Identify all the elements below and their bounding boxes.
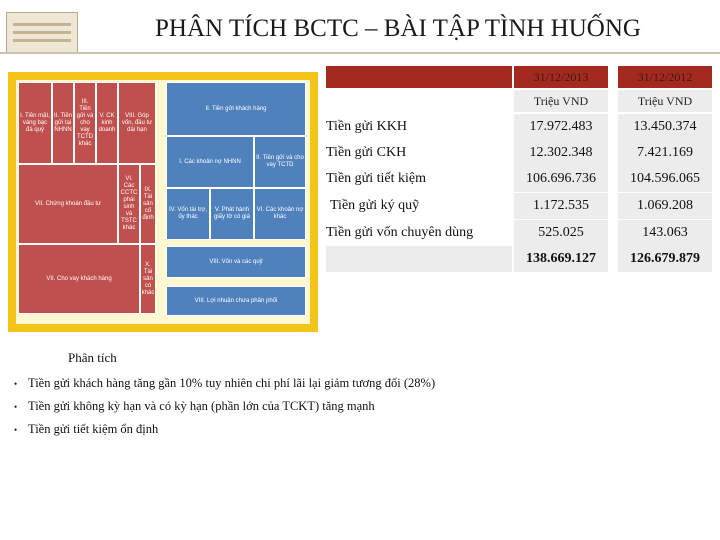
total-2012: 126.679.879 <box>618 246 712 272</box>
row-label-margin-deposits: Tiền gửi ký quỹ <box>330 198 420 213</box>
header-divider <box>0 52 720 54</box>
cell-demand-deposits-2012: 13.450.374 <box>618 114 712 140</box>
slide-title: PHÂN TÍCH BCTC – BÀI TẬP TÌNH HUỐNG <box>155 15 641 42</box>
block-interbank-liabilities: II. Tiền gửi và cho vay TCTD <box>254 136 306 188</box>
row-label-term-deposits: Tiền gửi CKH <box>326 145 407 160</box>
cell-margin-deposits-2012: 1.069.208 <box>618 193 712 219</box>
row-label-special-deposits: Tiền gửi vốn chuyên dùng <box>326 225 474 240</box>
cell-demand-deposits-2013: 17.972.483 <box>514 114 608 140</box>
table-header-bar <box>326 66 512 88</box>
balance-sheet-diagram <box>8 72 318 332</box>
block-equity-funds: VIII. Vốn và các quỹ <box>166 246 306 278</box>
analysis-text: Tiền gửi không kỳ hạn và có kỳ hạn (phần lớn của TCKT) tăng mạnh <box>28 399 375 413</box>
analysis-heading: Phân tích <box>68 350 117 365</box>
list-item <box>14 395 435 418</box>
list-item <box>14 372 435 395</box>
analysis-text: Tiền gửi tiết kiệm ổn định <box>28 422 159 436</box>
cell-special-deposits-2013: 525.025 <box>514 220 608 246</box>
cell-term-deposits-2013: 12.302.348 <box>514 140 608 166</box>
total-2013: 138.669.127 <box>514 246 608 272</box>
bank-logo <box>6 12 78 54</box>
block-customer-deposits: II. Tiền gửi khách hàng <box>166 82 306 136</box>
bullet-icon: • <box>14 402 18 412</box>
block-customer-loans: VII. Cho vay khách hàng <box>18 244 140 314</box>
block-derivatives: VI. Các CCTC phái sinh và TSTC khác <box>118 164 140 244</box>
block-entrusted-funds: IV. Vốn tài trợ, ủy thác <box>166 188 210 240</box>
diagram-canvas <box>16 80 310 324</box>
block-cash: I. Tiền mặt, vàng bạc đá quý <box>18 82 52 164</box>
block-other-assets: X. Tài sản có khác <box>140 244 156 314</box>
row-label-savings-deposits: Tiền gửi tiết kiệm <box>326 171 427 186</box>
analysis-text: Tiền gửi khách hàng tăng gần 10% tuy nhiên chi phí lãi lại giảm tương đối (28%) <box>28 376 436 390</box>
block-valuable-papers: V. Phát hành giấy tờ có giá <box>210 188 254 240</box>
analysis-list <box>14 372 435 441</box>
block-long-term-investment: VIII. Góp vốn, đầu tư dài hạn <box>118 82 156 164</box>
block-trading-securities: V. CK kinh doanh <box>96 82 118 164</box>
row-label-demand-deposits: Tiền gửi KKH <box>326 119 407 134</box>
cell-term-deposits-2012: 7.421.169 <box>618 140 712 166</box>
block-other-liabilities: VI. Các khoản nợ khác <box>254 188 306 240</box>
cell-margin-deposits-2013: 1.172.535 <box>514 193 608 219</box>
bullet-icon: • <box>14 379 18 389</box>
total-row-label-cell <box>326 246 512 272</box>
block-sbv-liabilities: I. Các khoản nợ NHNN <box>166 136 254 188</box>
column-header-2012: 31/12/2012 <box>618 66 712 88</box>
cell-savings-deposits-2012: 104.596.065 <box>618 166 712 192</box>
block-investment-securities: VII. Chứng khoán đầu tư <box>18 164 118 244</box>
column-header-2013: 31/12/2013 <box>514 66 608 88</box>
block-retained-earnings: VIII. Lợi nhuận chưa phân phối <box>166 286 306 316</box>
unit-label-2013: Triệu VND <box>514 90 608 112</box>
list-item <box>14 418 435 441</box>
block-fixed-assets: IX. Tài sản cố định <box>140 164 156 244</box>
cell-savings-deposits-2013: 106.696.736 <box>514 166 608 192</box>
cell-special-deposits-2012: 143.063 <box>618 220 712 246</box>
bullet-icon: • <box>14 425 18 435</box>
block-sbv-deposits: II. Tiền gửi tại NHNN <box>52 82 74 164</box>
unit-label-2012: Triệu VND <box>618 90 712 112</box>
block-interbank: III. Tiền gửi và cho vay TCTD khác <box>74 82 96 164</box>
